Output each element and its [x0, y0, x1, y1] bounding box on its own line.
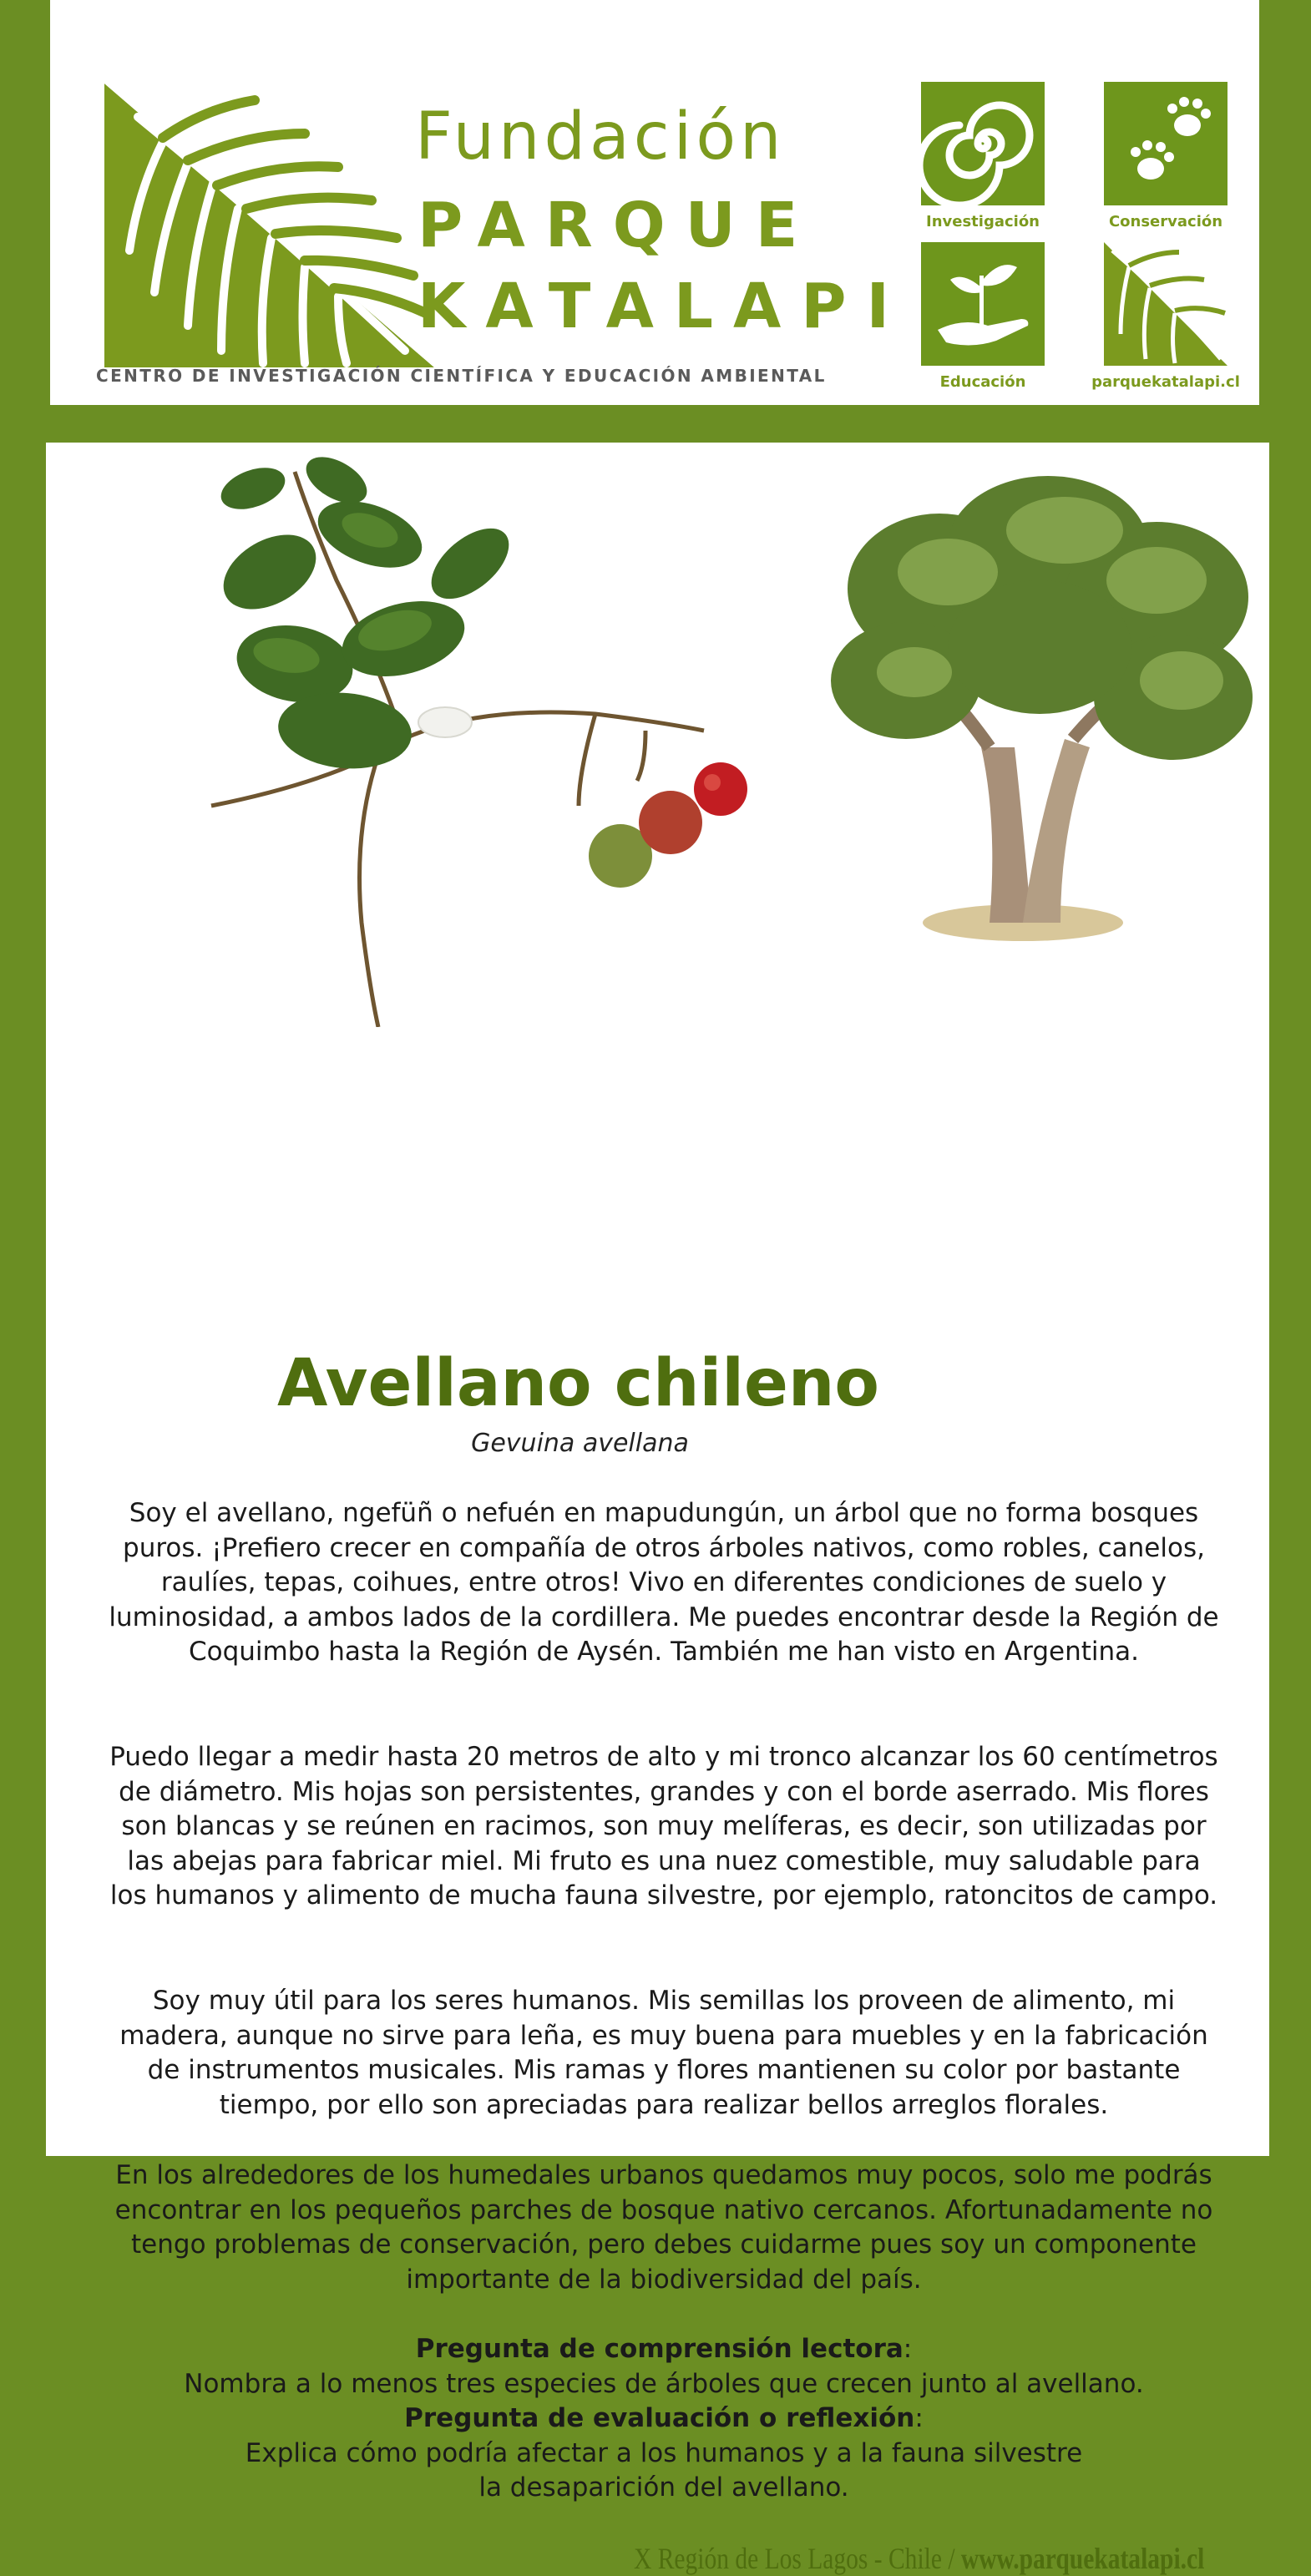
conservacion-tile: [1104, 82, 1227, 205]
main-content-panel: [46, 443, 1269, 2575]
paragraph-uses: Soy muy útil para los seres humanos. Mis semillas los proveen de alimento, mi madera, aunque no sirve para leña, es muy buena para muebles y en la fabricación de instrumentos musicales. Mis ramas y flores mantienen su color por bastante tiempo, por ello son apreciadas para realizar bellos arreglos florales.: [119, 1986, 1208, 2120]
reflection-text-line2: la desaparición del avellano.: [478, 2472, 849, 2503]
paragraph-description: Puedo llegar a medir hasta 20 metros de alto y mi tronco alcanzar los 60 centímetros de diámetro. Mis hojas son persistentes, grandes y con el borde aserrado. Mis flores son blancas y se reúnen en racimos, son muy melíferas, es decir, son utilizadas por las abejas para fabricar miel. Mi fruto es una nuez comestible, muy saludable para los humanos y alimento de mucha fauna silvestre, por ejemplo, ratoncitos de campo.: [109, 1742, 1218, 1910]
website-label: parquekatalapi.cl: [1091, 373, 1240, 391]
paw-prints-icon: [1104, 82, 1227, 205]
avellano-branch-illustration: [128, 455, 796, 1027]
investigacion-label: Investigación: [926, 213, 1040, 230]
footer-region: X Región de Los Lagos - Chile /: [633, 2542, 961, 2575]
header-banner: [50, 0, 1259, 405]
species-scientific-name: Gevuina avellana: [471, 1429, 689, 1458]
species-common-name: Avellano chileno: [277, 1346, 879, 1421]
foundation-subtitle: CENTRO DE INVESTIGACIÓN CIENTÍFICA Y EDUCACIÓN AMBIENTAL: [96, 366, 827, 386]
investigacion-tile: [921, 82, 1045, 205]
footer-website-link[interactable]: www.parquekatalapi.cl: [960, 2542, 1204, 2575]
comprehension-heading: Pregunta de comprensión lectora: [415, 2334, 904, 2364]
paragraph-conservation: En los alrededores de los humedales urbanos quedamos muy pocos, solo me podrás encontrar en los pequeños parches de bosque nativo cercanos. Afortunadamente no tengo problemas de conservación, pero debes cuidarme pues soy un componente importante de la biodiversidad del país.: [114, 2160, 1213, 2295]
avellano-tree-illustration: [823, 472, 1265, 1349]
spiral-icon: [921, 82, 1045, 205]
footer: [634, 2541, 1204, 2576]
colon: :: [914, 2403, 924, 2433]
foundation-title: Fundación: [415, 99, 786, 175]
comprehension-text: Nombra a lo menos tres especies de árboles que crecen junto al avellano.: [184, 2368, 1144, 2399]
fern-tile: [1104, 242, 1227, 366]
hand-plant-icon: [921, 242, 1045, 366]
reflection-text-line1: Explica cómo podría afectar a los humanos y a la fauna silvestre: [245, 2437, 1083, 2468]
foundation-title-katalapi: KATALAPI: [418, 271, 910, 342]
colon: :: [903, 2334, 913, 2364]
conservacion-label: Conservación: [1108, 213, 1223, 230]
reflection-heading: Pregunta de evaluación o reflexión: [404, 2403, 915, 2433]
paragraph-habitat: Soy el avellano, ngefüñ o nefuén en mapudungún, un árbol que no forma bosques puros. ¡Prefiero crecer en compañía de otros árboles nativos, como robles, canelos, raulíes, tepas, coihues, entre otros! Vivo en diferentes condiciones de suelo y luminosidad, a ambos lados de la cordillera. Me puedes encontrar desde la Región de Coquimbo hasta la Región de Aysén. También me han visto en Argentina.: [109, 1498, 1219, 1667]
educacion-tile: [921, 242, 1045, 366]
fern-icon: [1104, 242, 1227, 366]
fern-logo-icon: [104, 84, 434, 367]
educacion-label: Educación: [939, 373, 1026, 391]
comprehension-question: [109, 2332, 1219, 2506]
foundation-title-parque: PARQUE: [418, 190, 818, 261]
